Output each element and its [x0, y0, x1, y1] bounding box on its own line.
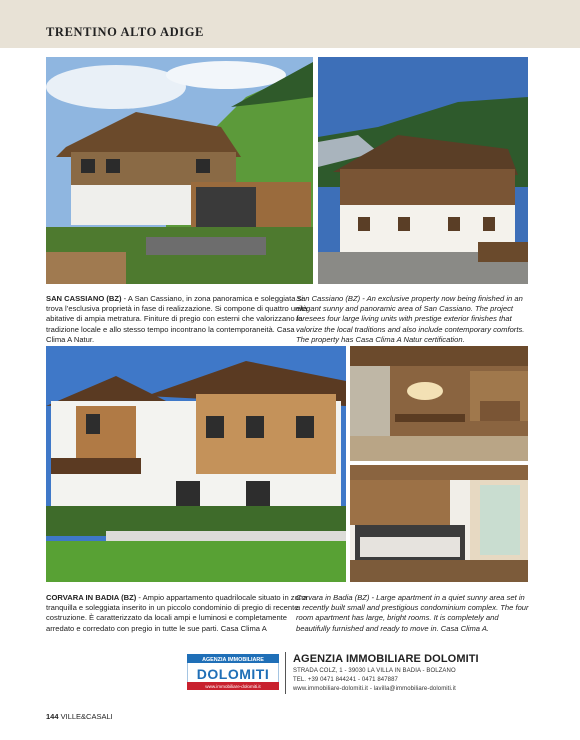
page-footer [46, 712, 113, 721]
magazine-name: VILLE&CASALI [60, 712, 113, 721]
photo-corvara-bedroom [350, 465, 528, 582]
photo-corvara-condominium [46, 346, 346, 582]
agency-address: STRADA COLZ, 1 - 39030 LA VILLA IN BADIA - BOLZANO [293, 668, 456, 674]
agency-web[interactable]: www.immobiliare-dolomiti.it - lavilla@immobiliare-dolomiti.it [293, 686, 456, 692]
agency-logo [187, 654, 279, 690]
photo-san-cassiano-chalet [318, 57, 528, 284]
caption-place: SAN CASSIANO (BZ) [46, 294, 122, 303]
page-number: 144 [46, 712, 59, 721]
caption-corvara-en: Corvara in Badia (BZ) - Large apartment in a quiet sunny area set in a recently built small and prestigious condominium complex. The four room apartment has large, bright rooms. It is completely and beautifully furnished and ready to move in. Casa Clima A. [296, 593, 529, 633]
caption-text: - A San Cassiano, in zona panoramica e soleggiata si trova l’esclusiva proprietà in fase di realizzazione. Si compone di quattro unità abitative di ampia metratura. Finiture di pregio con esterni che valorizzano la tradizione locale e allo stesso tempo incontrano la contemporaneità. Casa Clima A Natur. [46, 294, 308, 344]
caption-corvara-it [46, 593, 308, 634]
caption-text: - Ampio appartamento quadrilocale situato in zona tranquilla e soleggiata inserito in un piccolo condominio di pregio di recente costruzione. È caratterizzato da locali ampi e luminosi e completamente arredato e corredato con pregio in tutte le sue parti. Casa Clima A [46, 593, 308, 633]
logo-url-text: www.immobiliare-dolomiti.it [205, 684, 261, 689]
photo-san-cassiano-exterior [46, 57, 313, 284]
logo-top-text: AGENZIA IMMOBILIARE [202, 657, 264, 663]
region-title: TRENTINO ALTO ADIGE [46, 25, 204, 39]
caption-place: CORVARA IN BADIA (BZ) [46, 593, 137, 602]
agency-name: AGENZIA IMMOBILIARE DOLOMITI [293, 653, 479, 665]
agency-phone: TEL. +39 0471 844241 - 0471 847887 [293, 677, 398, 683]
caption-san-cassiano-it [46, 294, 308, 345]
logo-main-text: DOLOMITI [196, 666, 270, 682]
caption-san-cassiano-en: San Cassiano (BZ) - An exclusive property now being finished in an elegant sunny and panoramic area of San Cassiano. The project foresees four large living units with prestige exterior finishes that valorize the local traditions and also include contemporary comforts. The property has Casa Clima A Natur certification. [296, 294, 525, 344]
photo-corvara-living-room [350, 346, 528, 461]
divider [285, 652, 286, 694]
header-band [0, 0, 580, 48]
